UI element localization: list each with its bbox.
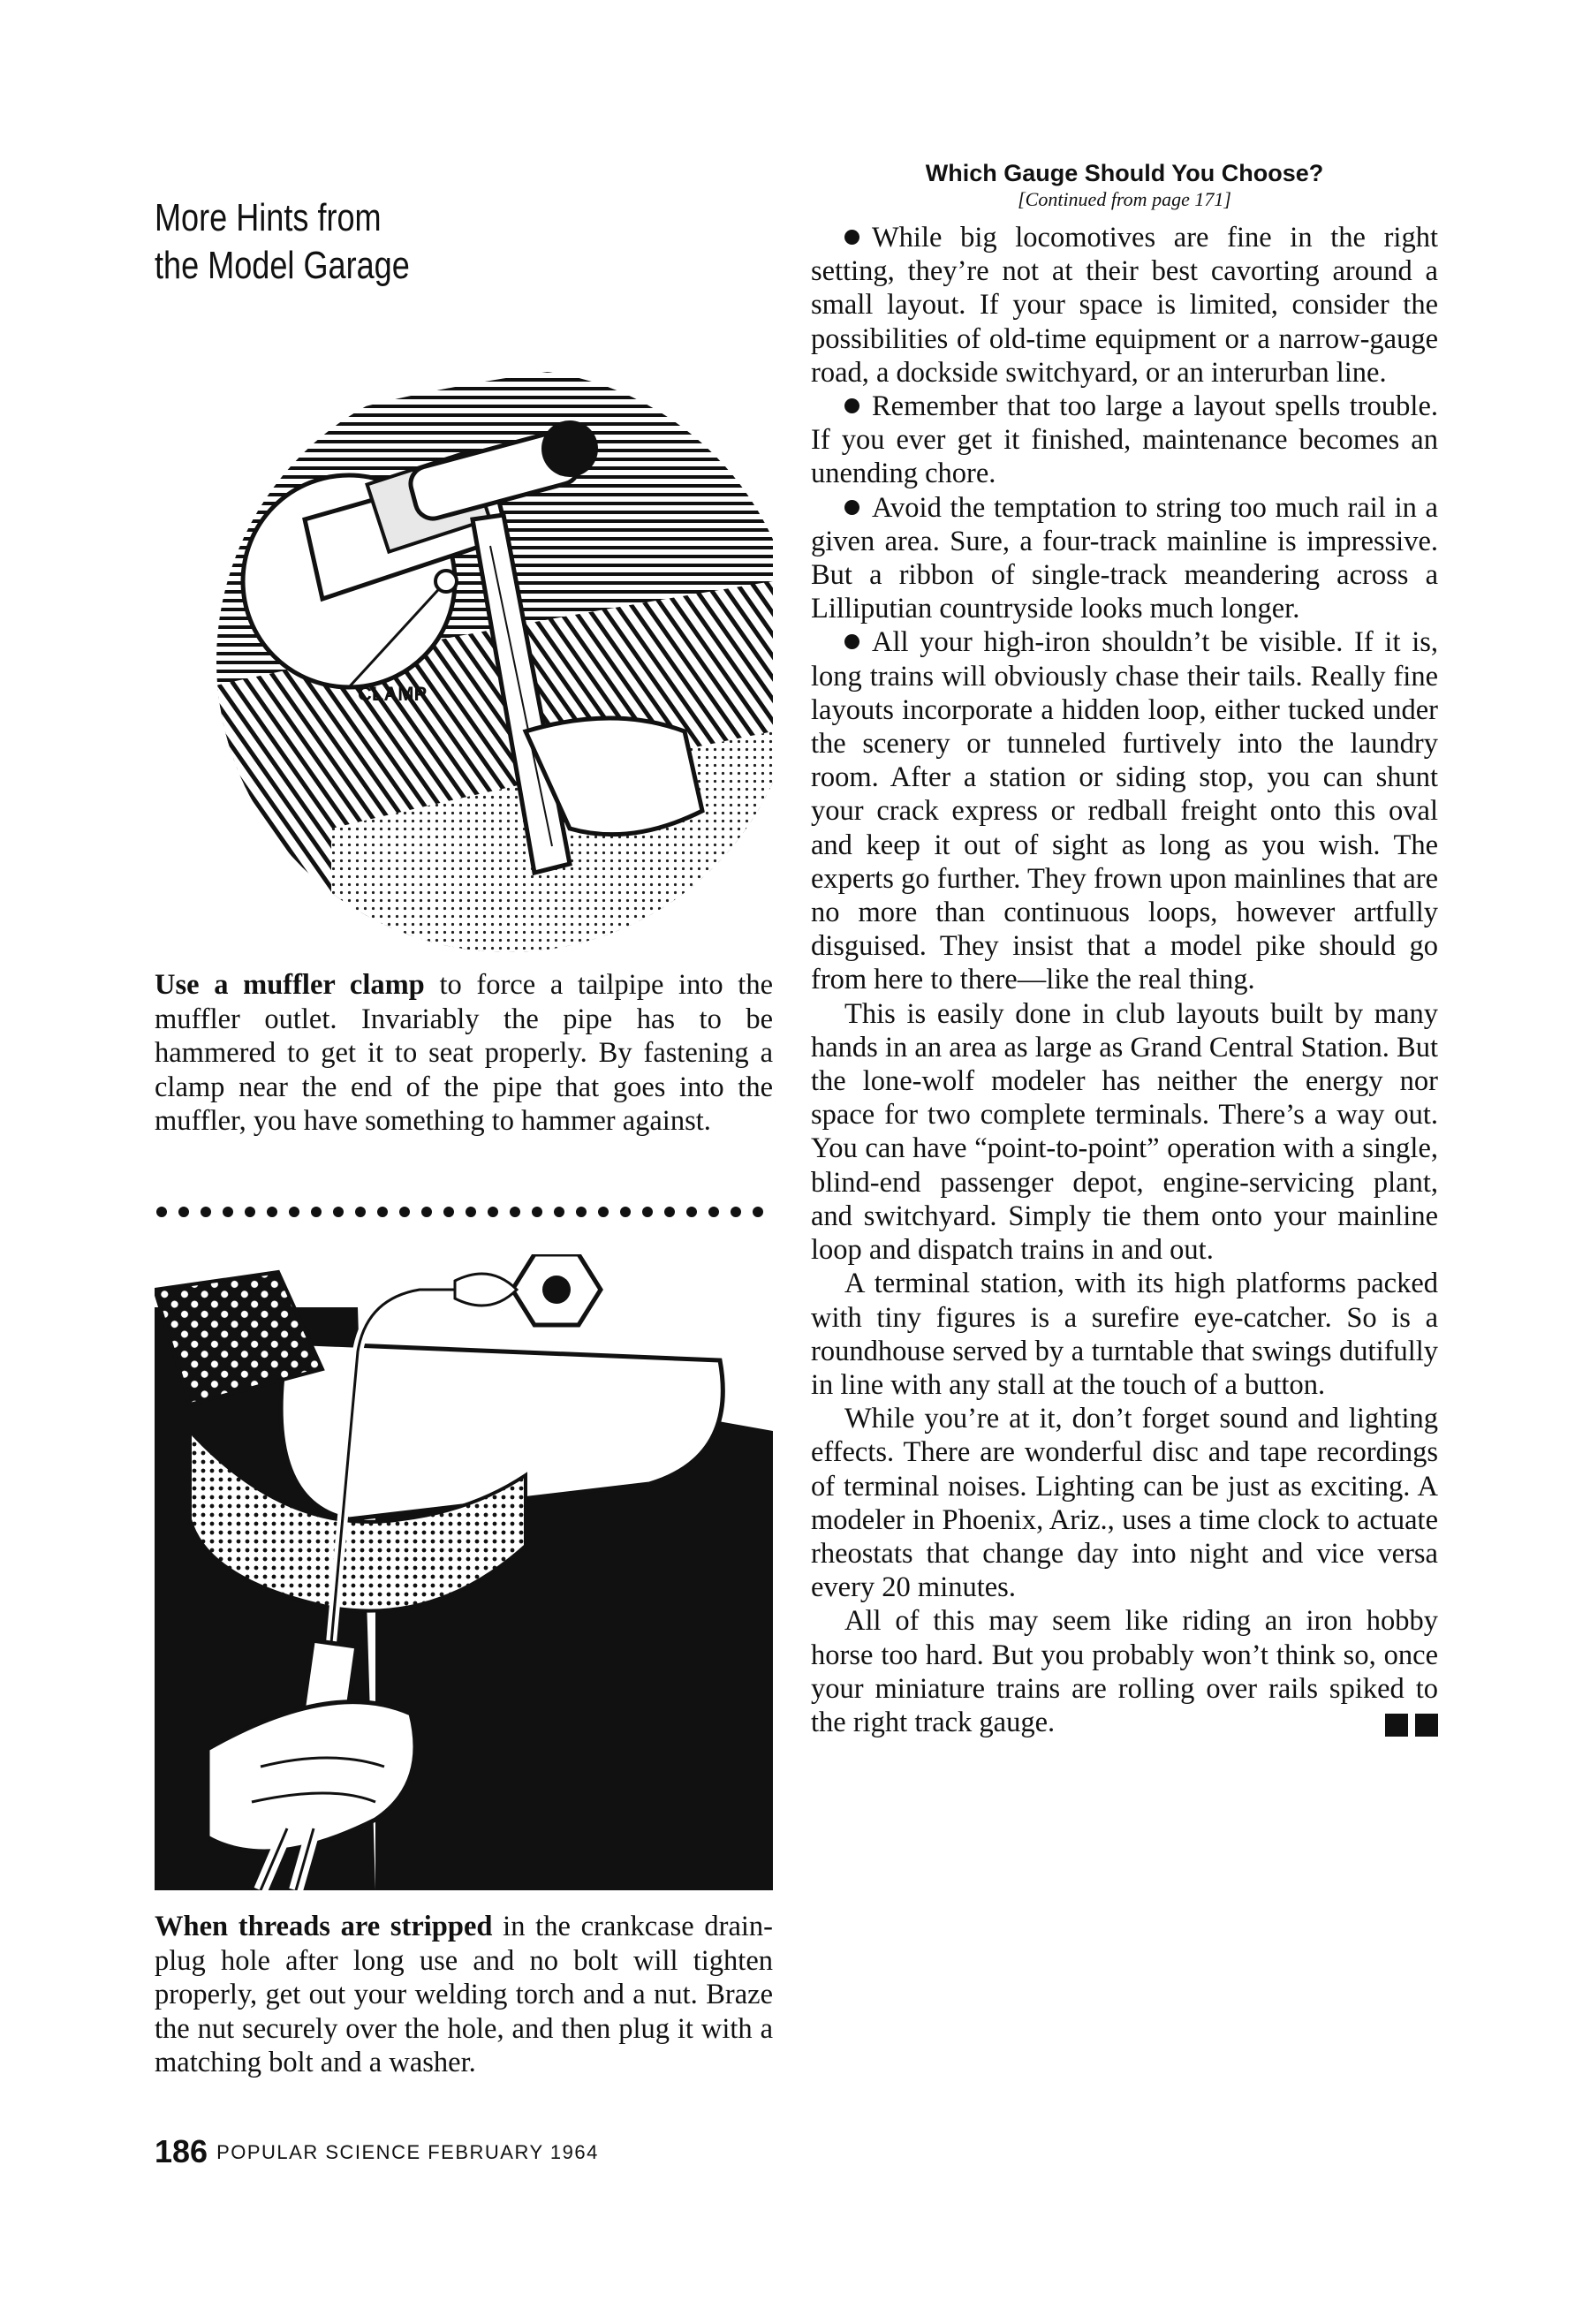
publication-line: POPULAR SCIENCE FEBRUARY 1964 bbox=[216, 2141, 599, 2163]
continued-note: [Continued from page 171] bbox=[1018, 188, 1231, 210]
stripped-threads-caption-lead: When threads are stripped bbox=[155, 1911, 493, 1942]
muffler-clamp-illustration bbox=[155, 316, 773, 952]
clamp-label: CLAMP bbox=[358, 683, 428, 705]
article-paragraph bbox=[811, 1402, 1438, 1604]
paragraph-text: Remember that too large a layout spells trouble. If you ever get it finished, maintenance becomes an unending chore. bbox=[811, 390, 1438, 490]
bullet-icon bbox=[844, 398, 859, 413]
page-number: 186 bbox=[155, 2133, 208, 2169]
article-paragraph bbox=[811, 390, 1438, 491]
paragraph-text: All of this may seem like riding an iron hobby horse too hard. But you probably won’t think so, once your miniature trains are rolling over rails spiked to the right track gauge. bbox=[811, 1605, 1438, 1738]
stripped-threads-caption bbox=[155, 1910, 773, 2080]
article-body bbox=[811, 221, 1438, 1739]
article-paragraph bbox=[811, 997, 1438, 1268]
sidebar-title bbox=[155, 194, 662, 290]
bullet-icon bbox=[844, 500, 859, 515]
muffler-clamp-caption-text: to force a tailpipe into the muffler outlet. Invariably the pipe has to be hammered to get it to seat properly. By fastening a clamp near the end of the pipe that goes into the muffler, you have something to hammer against. bbox=[155, 969, 773, 1137]
muffler-clamp-caption bbox=[155, 968, 773, 1139]
stripped-threads-caption-text: in the crankcase drain-plug hole after long use and no bolt will tighten properly, get out your welding torch and a nut. Braze the nut securely over the hole, and then plug it with a matching bolt and a washer. bbox=[155, 1911, 773, 2078]
article-paragraph bbox=[811, 1604, 1438, 1739]
paragraph-text: While you’re at it, don’t forget sound and lighting effects. There are wonderful disc and tape recordings of terminal noises. Lighting can be just as exciting. A modeler in Phoenix, Ariz., uses a time clock to actuate rheostats that change day into night and vice versa every 20 minutes. bbox=[811, 1403, 1438, 1604]
paragraph-text: A terminal station, with its high platforms packed with tiny figures is a surefire eye-catcher. So is a roundhouse served by a turntable that swings dutifully in line with any stall at the touch of a button. bbox=[811, 1268, 1438, 1401]
welding-torch-illustration bbox=[155, 1254, 773, 1890]
muffler-clamp-caption-lead: Use a muffler clamp bbox=[155, 969, 425, 1001]
sidebar-title-line2: the Model Garage bbox=[155, 244, 410, 287]
article-paragraph bbox=[811, 491, 1438, 626]
article-paragraph bbox=[811, 1267, 1438, 1402]
sidebar-title-line1: More Hints from bbox=[155, 196, 382, 239]
sidebar-column bbox=[155, 194, 773, 1139]
end-of-article-mark bbox=[1344, 1711, 1438, 1745]
article-paragraph bbox=[811, 625, 1438, 996]
paragraph-text: Avoid the temptation to string too much rail in a given area. Sure, a four-track mainline is impressive. But a ribbon of single-track meandering across a Lilliputian countryside looks much longer. bbox=[811, 491, 1438, 625]
article-title: Which Gauge Should You Choose? bbox=[925, 160, 1324, 186]
dotted-separator bbox=[155, 1203, 773, 1221]
article-paragraph bbox=[811, 221, 1438, 390]
paragraph-text: This is easily done in club layouts built by many hands in an area as large as Grand Central Station. But the lone-wolf modeler has neither the energy nor space for two complete terminals. There’s a way out. You can have “point-to-point” operation with a single, blind-end passenger depot, engine-servicing plant, and switchyard. Simply tie them onto your mainline loop and dispatch trains in and out. bbox=[811, 997, 1438, 1267]
article-column bbox=[811, 159, 1438, 1745]
paragraph-text: While big locomotives are fine in the right setting, they’re not at their best cavorting around a small layout. If your space is limited, consider the possibilities of old-time equipment or a narrow-gauge road, a dockside switchyard, or an interurban line. bbox=[811, 222, 1438, 389]
paragraph-text: All your high-iron shouldn’t be visible. If it is, long trains will obviously chase their tails. Really fine layouts incorporate a hidden loop, either tucked under the scenery or tunneled furtively into the laundry room. After a station or siding stop, you can shunt your crack express or redball freight onto this oval and keep it out of sight as long as you wish. The experts go further. They frown upon mainlines that are no more than continuous loops, however artfully disguised. They insist that a model pike should go from here to there—like the real thing. bbox=[811, 626, 1438, 996]
page-footer bbox=[155, 2133, 599, 2170]
bullet-icon bbox=[844, 230, 859, 245]
bullet-icon bbox=[844, 634, 859, 649]
